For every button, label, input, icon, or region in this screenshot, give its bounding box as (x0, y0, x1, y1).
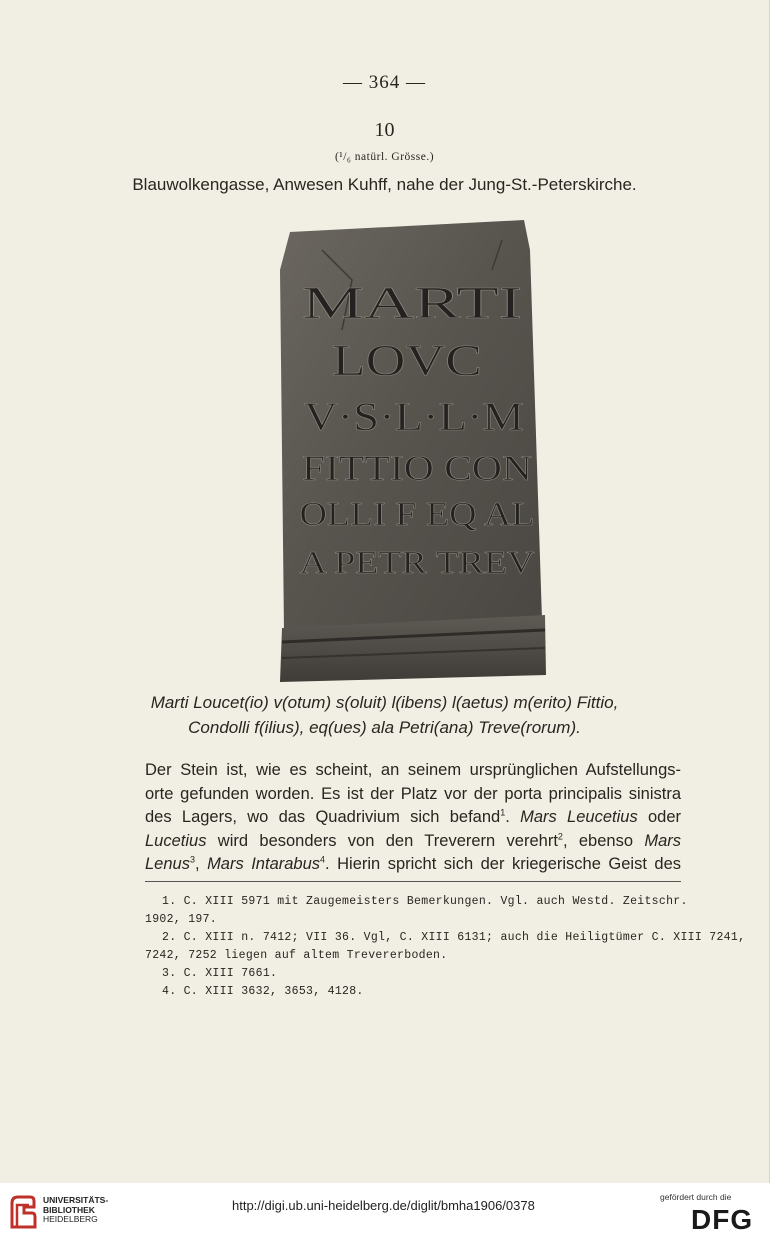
inscription-line-6: A PETR TREV (299, 544, 535, 580)
body-paragraph (145, 759, 681, 877)
body-line-2: orte gefunden worden. Es ist der Platz vor der porta principalis sinistra (145, 784, 681, 803)
inscription-line-5: OLLI F EQ AL (299, 496, 535, 533)
footnote-ref-2[interactable]: 2 (557, 831, 563, 841)
caption-line-2: Condolli f(ilius), eq(ues) ala Petri(ana) Treve(rorum). (188, 718, 581, 737)
scale-note: (¹/₆ natürl. Grösse.) (334, 151, 435, 163)
find-location: Blauwolkengasse, Anwesen Kuhff, nahe der Jung-St.-Peterskirche. (132, 175, 637, 194)
inscription-line-2: LOVC (332, 336, 482, 385)
body-line-5: Lenus$^3$, Mars Intarabus$^4$. Hierin spricht sich der kriegerische Geist des (145, 854, 681, 873)
page-number: — 364 — (343, 72, 426, 93)
viewer-footer (0, 1184, 775, 1240)
footnote-ref-4[interactable]: 4 (320, 854, 326, 865)
funding-note: gefördert durch die (660, 1192, 732, 1202)
footnote-1: 1. C. XIII 5971 mit Zaugemeisters Bemerkungen. Vgl. auch Westd. Zeitschr. (162, 895, 688, 908)
body-line-4: Lucetius wird besonders von den Treverern verehrt$^2$, ebenso Mars (145, 831, 682, 850)
inscribed-stone-photo (262, 210, 562, 690)
footnote-divider (145, 881, 681, 882)
footnotes (145, 893, 746, 1001)
inscription-line-4: FITTIO CON (302, 448, 533, 488)
footnote-2: 2. C. XIII n. 7412; VII 36. Vgl, C. XIII 6131; auch die Heiligtümer C. XIII 7241, (162, 931, 746, 944)
inscription-line-3: V·S·L·L·M (304, 394, 524, 439)
university-library-name[interactable]: UNIVERSITÄTS- BIBLIOTHEK HEIDELBERG (43, 1195, 109, 1224)
footnote-4: 4. C. XIII 3632, 3653, 4128. (162, 985, 364, 998)
university-library-logo-icon[interactable] (8, 1193, 38, 1231)
body-line-3: des Lagers, wo das Quadrivium sich befand$^1$. Mars Leucetius oder (145, 807, 682, 826)
footnote-2-cont: 7242, 7252 liegen auf altem Trevererboden. (145, 949, 448, 962)
inscription-line-1: MARTI (302, 277, 522, 328)
footnote-ref-1[interactable]: 1 (500, 807, 506, 818)
permalink-url[interactable]: http://digi.ub.uni-heidelberg.de/diglit/bmha1906/0378 (232, 1198, 535, 1213)
footnote-3: 3. C. XIII 7661. (162, 967, 278, 980)
footnote-1-cont: 1902, 197. (145, 913, 218, 926)
caption-line-1: Marti Loucet(io) v(otum) s(oluit) l(ibens) l(aetus) m(erito) Fittio, (150, 693, 619, 712)
item-number: 10 (374, 119, 395, 141)
body-line-1: Der Stein ist, wie es scheint, an seinem ursprünglichen Aufstellungs- (145, 761, 681, 779)
inscription-caption (0, 690, 769, 740)
dfg-logo[interactable]: DFG (691, 1204, 754, 1235)
footnote-ref-3[interactable]: 3 (189, 854, 195, 865)
